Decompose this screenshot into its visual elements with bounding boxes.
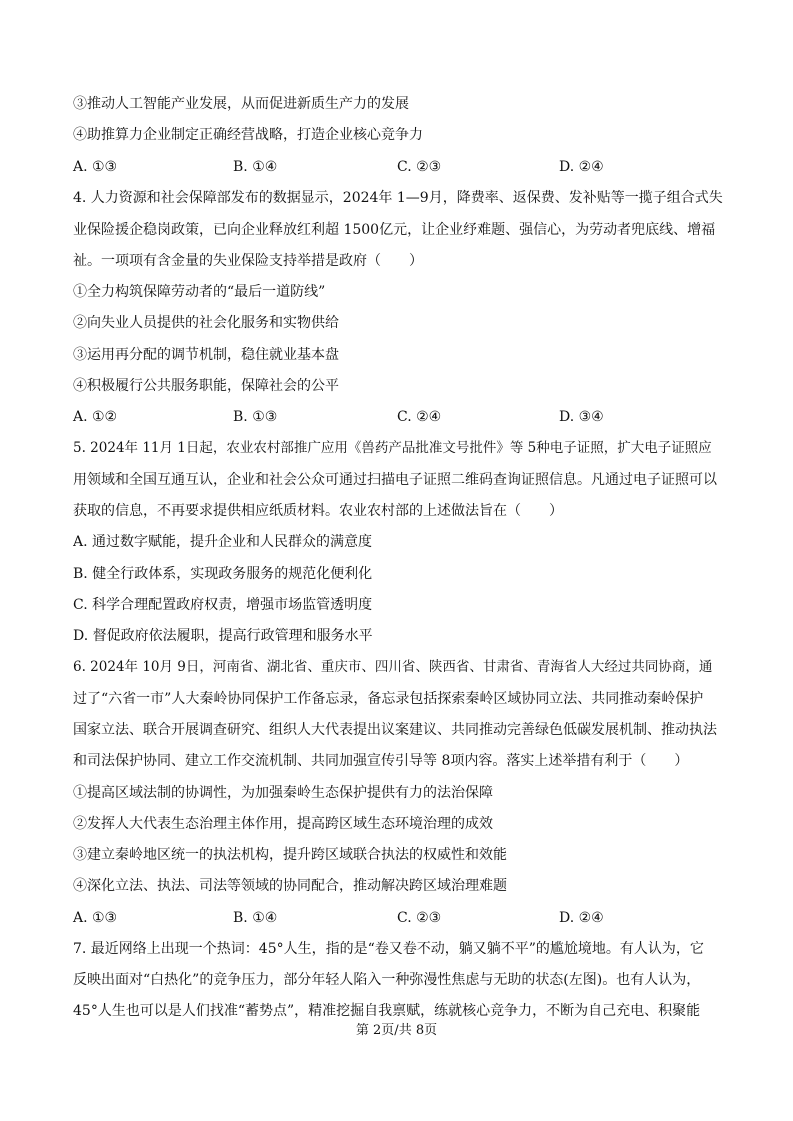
q4-item-4: ④积极履行公共服务职能，保障社会的公平 — [73, 378, 339, 394]
q4-item-2: ②向失业人员提供的社会化服务和实物供给 — [73, 315, 339, 331]
q4-choice-d: D. ③④ — [559, 409, 604, 425]
q5-option-d: D. 督促政府依法履职，提高行政管理和服务水平 — [73, 628, 373, 644]
q4-choice-a: A. ①② — [73, 409, 118, 425]
q4-choice-b: B. ①③ — [233, 409, 278, 425]
q6-item-1: ①提高区域法制的协调性，为加强秦岭生态保护提供有力的法治保障 — [73, 785, 493, 801]
q4-choice-c: C. ②④ — [397, 409, 442, 425]
q6-item-2: ②发挥人大代表生态治理主体作用，提高跨区域生态环境治理的成效 — [73, 816, 493, 832]
q7-stem-line: 反映出面对“白热化”的竞争压力，部分年轻人陷入一种弥漫性焦虑与无助的状态(左图)。也有人认为， — [73, 972, 701, 988]
q6-stem-line: 6. 2024年 10月 9日，河南省、湖北省、重庆市、四川省、陕西省、甘肃省、青海省人大经过共同协商，通 — [73, 659, 713, 675]
q4-item-1: ①全力构筑保障劳动者的“最后一道防线” — [73, 284, 326, 300]
q6-stem-line: 和司法保护协同、建立工作交流机制、共同加强宣传引导等 8项内容。落实上述举措有利于（ ） — [73, 753, 689, 769]
q5-stem-line: 5. 2024年 11月 1日起，农业农村部推广应用《兽药产品批准文号批件》等 5种电子证照，扩大电子证照应 — [73, 440, 712, 456]
q5-option-c: C. 科学合理配置政府权责，增强市场监管透明度 — [73, 597, 373, 613]
q4-item-3: ③运用再分配的调节机制，稳住就业基本盘 — [73, 347, 339, 363]
q3-choice-b: B. ①④ — [233, 159, 278, 175]
q6-choice-b: B. ①④ — [233, 910, 278, 926]
q4-stem-line: 4. 人力资源和社会保障部发布的数据显示，2024年 1—9月，降费率、返保费、发补贴等一揽子组合式失 — [73, 190, 723, 206]
page-number: 第 2页/共 8页 — [355, 1023, 438, 1038]
q6-stem-line: 国家立法、联合开展调查研究、组织人大代表提出议案建议、共同推动完善绿色低碳发展机制、推动执法 — [73, 722, 717, 738]
q6-choice-d: D. ②④ — [559, 910, 604, 926]
q4-stem-line: 业保险援企稳岗政策，已向企业释放红利超 1500亿元，让企业纾难题、强信心，为劳动者兜底线、增福 — [73, 222, 716, 238]
q7-stem-line: 7. 最近网络上出现一个热词：45°人生，指的是“卷又卷不动，躺又躺不平”的尴尬境地。有人认为，它 — [73, 941, 704, 957]
q5-stem-line: 用领域和全国互通互认，企业和社会公众可通过扫描电子证照二维码查询证照信息。凡通过电子证照可以 — [73, 472, 717, 488]
q3-item-3: ③推动人工智能产业发展，从而促进新质生产力的发展 — [73, 96, 409, 112]
q3-item-4: ④助推算力企业制定正确经营战略，打造企业核心竞争力 — [73, 127, 423, 143]
q7-stem-line: 45°人生也可以是人们找准“蓄势点”，精准挖掘自我禀赋，练就核心竞争力，不断为自己充电、积聚能 — [73, 1003, 701, 1019]
q3-choice-a: A. ①③ — [73, 159, 118, 175]
q6-stem-line: 过了“六省一市”人大秦岭协同保护工作备忘录，备忘录包括探索秦岭区域协同立法、共同推动秦岭保护 — [73, 691, 704, 707]
q4-stem-line: 祉。一项项有含金量的失业保险支持举措是政府（ ） — [73, 253, 423, 269]
q6-choice-c: C. ②③ — [397, 910, 442, 926]
q3-choice-d: D. ②④ — [559, 159, 604, 175]
q5-stem-line: 获取的信息，不再要求提供相应纸质材料。农业农村部的上述做法旨在（ ） — [73, 503, 563, 519]
q5-option-a: A. 通过数字赋能，提升企业和人民群众的满意度 — [73, 534, 373, 550]
q6-item-3: ③建立秦岭地区统一的执法机构，提升跨区域联合执法的权威性和效能 — [73, 847, 507, 863]
q6-choice-a: A. ①③ — [73, 910, 118, 926]
q3-choice-c: C. ②③ — [397, 159, 442, 175]
q5-option-b: B. 健全行政体系，实现政务服务的规范化便利化 — [73, 566, 373, 582]
q6-item-4: ④深化立法、执法、司法等领域的协同配合，推动解决跨区域治理难题 — [73, 878, 507, 894]
